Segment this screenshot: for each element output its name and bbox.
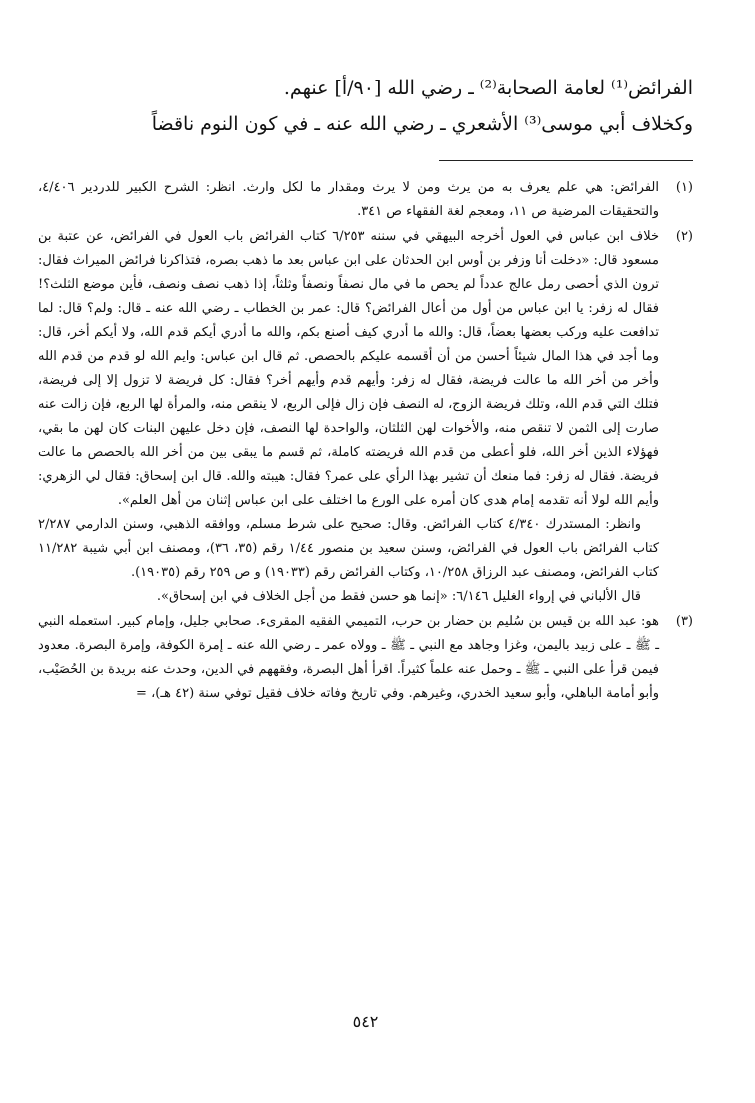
- main-text-line-2: وكخلاف أبي موسى⁽³⁾ الأشعري ـ رضي الله عنه ـ في كون النوم ناقضاً: [151, 113, 693, 135]
- book-page: [38, 0, 693, 1103]
- footnote-paragraph: هو: عبد الله بن قيس بن سُليم بن حضار بن حرب، التميمي الفقيه المقرىء. صحابي جليل، وإمام كبير. استعمله النبي ـ ﷺ ـ على زبيد باليمن، وغزا وجاهد مع النبي ـ ﷺ ـ وولاه عمر ـ رضي الله عنه ـ إمرة الكوفة، وإمرة البصرة. معدود فيمن قرأ على النبي ـ ﷺ ـ وحمل عنه علماً كثيراً. اقرأ أهل البصرة، وفقههم في الدين، وحدث عنه بريدة بن الحُصَيْب، وأبو أمامة الباهلي، وأبو سعيد الخدري، وغيرهم. وفي تاريخ وفاته خلاف فقيل توفي سنة (٤٢ هـ)، =: [38, 614, 659, 701]
- main-text: [38, 70, 693, 142]
- main-text-line-1: الفرائض⁽¹⁾ لعامة الصحابة⁽²⁾ ـ رضي الله [٩٠/أ] عنهم.: [283, 77, 693, 99]
- footnote-paragraph: قال الألباني في إرواء الغليل ٦/١٤٦: «إنما هو حسن فقط من أجل الخلاف في ابن إسحاق».: [156, 589, 641, 604]
- footnote-divider: [439, 160, 693, 161]
- footnote-number: (٣): [675, 614, 693, 629]
- footnote-number: (١): [675, 180, 693, 195]
- footnote-2: [38, 225, 693, 609]
- footnote-paragraph: الفرائض: هي علم يعرف به من يرث ومن لا يرث ومقدار ما لكل وارث. انظر: الشرح الكبير للدردير ٤/٤٠٦، والتحقيقات المرضية ص ١١، ومعجم لغة الفقهاء ص ٣٤١.: [38, 180, 659, 219]
- footnote-paragraph: خلاف ابن عباس في العول أخرجه البيهقي في سننه ٦/٢٥٣ كتاب الفرائض باب العول في الفرائض، عن عتبة بن مسعود قال: «دخلت أنا وزفر بن أوس ابن الحدثان على ابن عباس بعد ما ذهب بصره، فتذاكرنا فرائض الميراث فقال: ترون الذي أحصى رمل عالج عدداً لم يحص ما في مال نصفاً ونصفاً وثلثاً، إذا ذهب نصف ونصف، فأين موضع الثلث؟! فقال له زفر: يا ابن عباس من أول من أعال الفرائض؟ قال: عمر بن الخطاب ـ رضي الله عنه ـ قال: ولم؟ قال: لما تدافعت عليه وركب بعضها بعضاً، قال: والله ما أدري كيف أصنع بكم، والله ما أدري أيكم قدم الله، ولا أيكم أخر، قال: وما أجد في هذا المال شيئاً أحسن من أن أقسمه عليكم بالحصص. ثم قال ابن عباس: وايم الله لو قدم من قدم الله وأخر من أخر الله ما عالت فريضة، فقال له زفر: وأيهم قدم وأيهم أخر؟ فقال: كل فريضة لا تزول إلا إلى فريضة، فتلك التي قدم الله، وتلك فريضة الزوج، له النصف فإن زال فإلى الربع، لا ينقص منه، والمرأة لها الربع، فإن زالت عنه صارت إلى الثمن لا تنقص منه، والأخوات لهن الثلثان، والواحدة لها النصف، فإن دخل عليهن البنات كان لهن ما بقي، فهؤلاء الذين أخر الله، فلو أعطى من قدم الله فريضته كاملة، ثم قسم ما يبقى بين من أخر الله بالحصص ما عالت فريضة. فقال له زفر: فما منعك أن تشير بهذا الرأي على عمر؟ فقال: هيبته والله. قال ابن إسحاق: فقال لي الزهري: وأيم الله لولا أنه تقدمه إمام هدى كان أمره على الورع ما اختلف على ابن عباس إثنان من أهل العلم».: [38, 229, 660, 508]
- footnote-1: [38, 176, 693, 224]
- footnote-paragraph: وانظر: المستدرك ٤/٣٤٠ كتاب الفرائض. وقال: صحيح على شرط مسلم، ووافقه الذهبي، وسنن الدارمي ٢/٢٨٧ كتاب الفرائض باب العول في الفرائض، وسنن سعيد بن منصور ١/٤٤ رقم (٣٥، ٣٦)، ومصنف ابن أبي شيبة ١١/٢٨٢ كتاب الفرائض، ومصنف عبد الرزاق ١٠/٢٥٨، وكتاب الفرائض رقم (١٩٠٣٣) و ص ٢٥٩ رقم (١٩٠٣٥).: [38, 517, 660, 580]
- page-number: ٥٤٢: [352, 1012, 379, 1031]
- footnotes: [38, 176, 693, 707]
- footnote-3: [38, 610, 693, 706]
- footnote-number: (٢): [675, 229, 693, 244]
